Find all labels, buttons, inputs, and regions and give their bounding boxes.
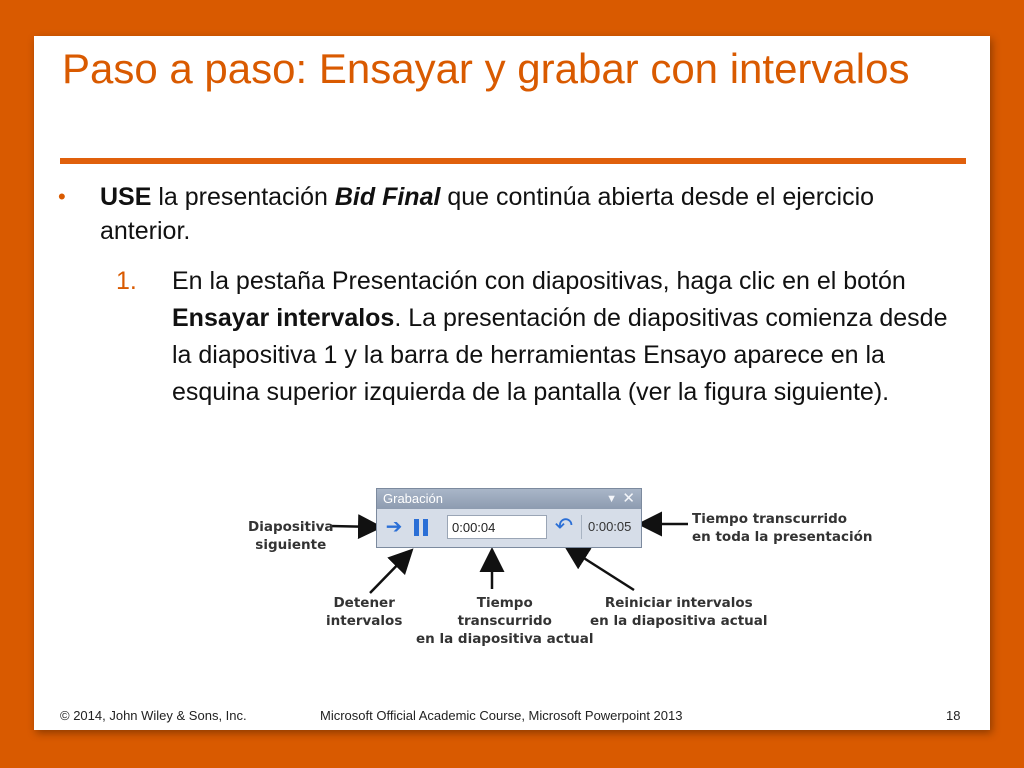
callout-line: transcurrido (457, 613, 552, 629)
footer-course: Microsoft Official Academic Course, Microsoft Powerpoint 2013 (320, 708, 683, 723)
callout-line: en la diapositiva actual (416, 631, 594, 647)
callout-reset (590, 594, 768, 630)
callout-line: Tiempo transcurrido (692, 511, 848, 527)
bullet-text-part: que continúa abierta desde el ejercicio anterior. (100, 183, 875, 245)
callout-line: en toda la presentación (692, 529, 873, 545)
step-text-part: . La presentación de diapositivas comienza desde la diapositiva 1 y la barra de herramientas Ensayo aparece en la esquina superior izquierda de la pantalla (ver la figura siguiente). (172, 304, 948, 406)
callout-line: Diapositiva (248, 519, 334, 535)
step-text-part: En la pestaña Presentación con diapositivas, haga clic en el botón (172, 267, 906, 295)
callout-line: Detener (333, 595, 395, 611)
toolbar-title: Grabación (383, 491, 443, 506)
step-button-name: Ensayar intervalos (172, 304, 395, 332)
callout-line: siguiente (255, 537, 327, 553)
footer-copyright: © 2014, John Wiley & Sons, Inc. (60, 708, 247, 723)
callout-line: Tiempo (476, 595, 533, 611)
dropdown-icon[interactable]: ▼ (606, 493, 617, 505)
recording-toolbar (376, 488, 642, 548)
bullet-lead: USE (100, 183, 152, 211)
callout-next-slide (248, 518, 334, 554)
toolbar-titlebar (377, 489, 641, 509)
close-icon[interactable]: ✕ (622, 490, 635, 507)
total-time-display: 0:00:05 (581, 515, 637, 539)
callout-slide-time (416, 594, 594, 648)
callout-line: intervalos (326, 613, 403, 629)
reset-icon[interactable]: ↶ (554, 513, 574, 538)
presentation-name: Bid Final (334, 183, 441, 211)
callout-pause (326, 594, 402, 630)
callout-line: en la diapositiva actual (590, 613, 768, 629)
callout-line: Reiniciar intervalos (604, 595, 753, 611)
next-slide-icon[interactable]: ➔ (385, 516, 403, 538)
slide-title: Paso a paso: Ensayar y grabar con intervalos (62, 45, 910, 92)
step-number: 1. (116, 267, 137, 295)
bullet-marker: • (58, 184, 66, 209)
bullet-text-part: la presentación (151, 183, 335, 211)
slide (34, 36, 990, 730)
callout-total-time (692, 510, 872, 546)
page-number: 18 (946, 708, 961, 723)
slide-time-field[interactable]: 0:00:04 (447, 515, 547, 539)
pause-icon[interactable] (411, 517, 431, 539)
